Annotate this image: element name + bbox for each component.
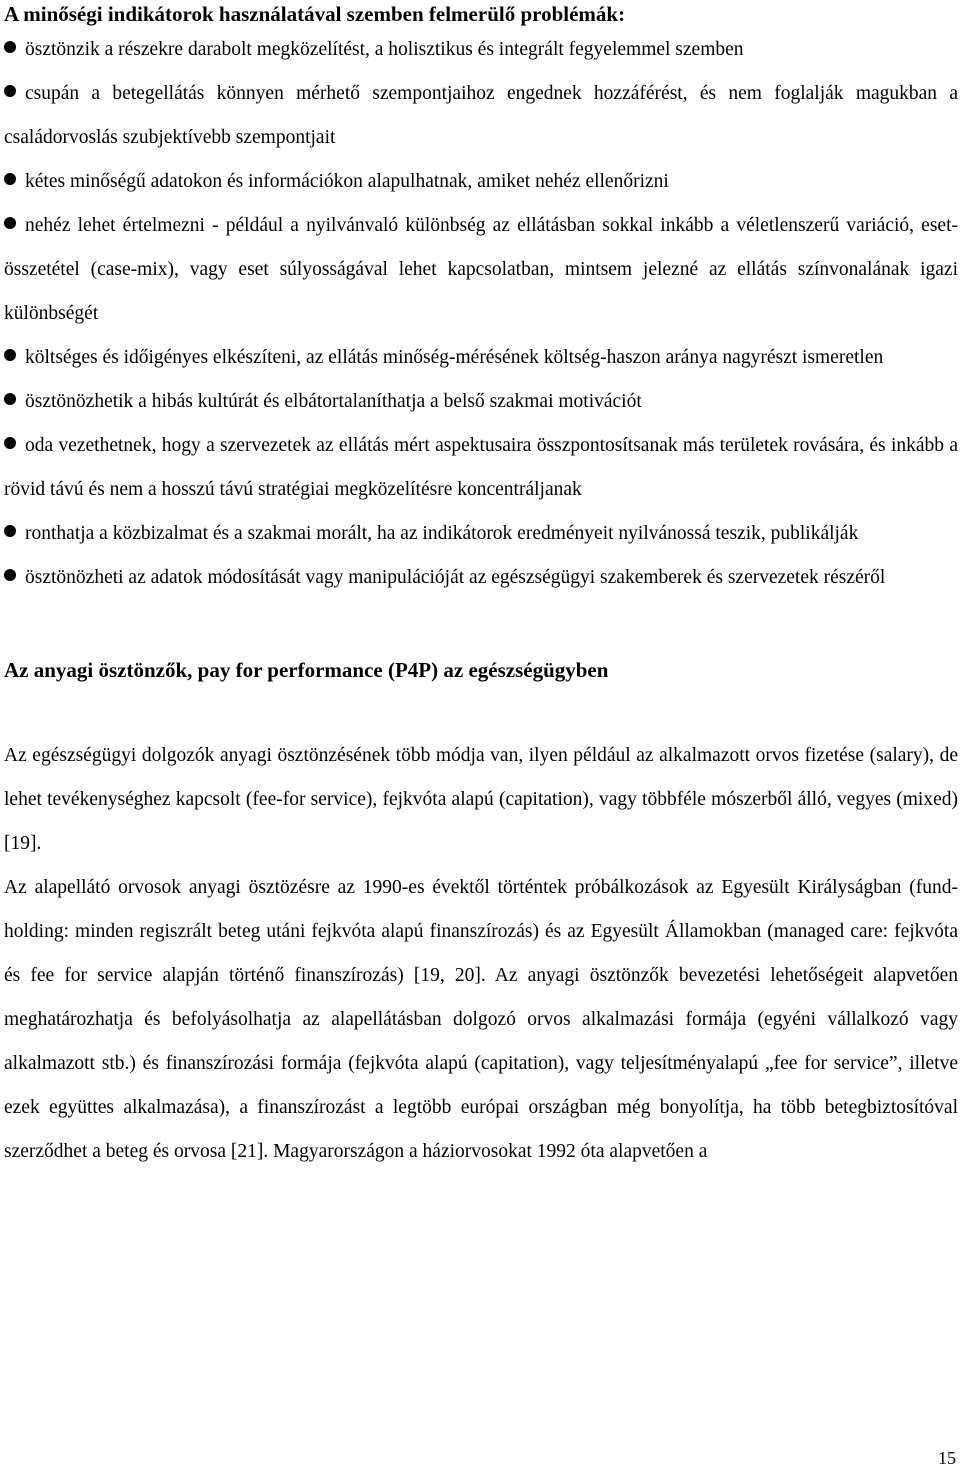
bullet-item [4, 512, 958, 556]
bullet-text: nehéz lehet értelmezni - például a nyilvánvaló különbség az ellátásban sokkal inkább a véletlenszerű variáció, eset-összetétel (case-mix), vagy eset súlyosságával lehet kapcsolatban, mintsem jelezné az ellátás színvonalának igazi különbségét [4, 215, 958, 324]
bullet-text: ronthatja a közbizalmat és a szakmai morált, ha az indikátorok eredményeit nyilvánossá teszik, publikálják [25, 523, 859, 544]
bullet-item [4, 160, 958, 204]
bullet-dot-icon [4, 569, 16, 581]
bullet-text: ösztönözheti az adatok módosítását vagy manipulációját az egészségügyi szakemberek és szervezetek részéről [25, 567, 886, 588]
section-title-quality-indicator-problems: A minőségi indikátorok használatával szemben felmerülő problémák: [4, 2, 626, 26]
bullet-dot-icon [4, 41, 16, 53]
bullet-dot-icon [4, 525, 16, 537]
bullet-text: oda vezethetnek, hogy a szervezetek az ellátás mért aspektusaira összpontosítsanak más területek rovására, és inkább a rövid távú és nem a hosszú távú stratégiai megközelítésre koncentráljanak [4, 435, 958, 500]
paragraph-payment-methods: Az egészségügyi dolgozók anyagi ösztönzésének több módja van, ilyen például az alkalmazott orvos fizetése (salary), de lehet tevékenységhez kapcsolt (fee-for service), fejkvóta alapú (capitation), vagy többféle mószerből álló, vegyes (mixed) [19]. [4, 745, 958, 854]
page-number: 15 [938, 1448, 956, 1468]
paragraph-primary-care-incentives: Az alapellátó orvosok anyagi ösztözésre az 1990-es évektől történtek próbálkozások az Egyesült Királyságban (fund-holding: minden regiszrált beteg utáni fejkvóta alapú finanszírozás) és az Egyesült Államokban (managed care: fejkvóta és fee for service alapján történő finanszírozás) [19, 20]. Az anyagi ösztönzők bevezetési lehetőségeit alapvetően meghatározhatja és befolyásolhatja az alapellátásban dolgozó orvos alkalmazási formája (egyéni vállalkozó vagy alkalmazott stb.) és finanszírozási formája (fejkvóta alapú (capitation), vagy teljesítményalapú „fee for service”, illetve ezek együttes alkalmazása), a finanszírozást a legtöbb európai országban még bonyolítja, ha több betegbiztosítóval szerződhet a beteg és orvosa [21]. Magyarországon a háziorvosokat 1992 óta alapvetően a [4, 877, 958, 1162]
bullet-dot-icon [4, 217, 16, 229]
bullet-dot-icon [4, 393, 16, 405]
problems-bullet-list [4, 28, 958, 600]
bullet-text: költséges és időigényes elkészíteni, az ellátás minőség-mérésének költség-haszon aránya nagyrészt ismeretlen [25, 347, 884, 368]
section-title-p4p: Az anyagi ösztönzők, pay for performance (P4P) az egészségügyben [4, 658, 609, 682]
bullet-text: csupán a betegellátás könnyen mérhető szempontjaihoz engednek hozzáférést, és nem foglalják magukban a családorvoslás szubjektívebb szempontjait [4, 83, 958, 148]
bullet-text: ösztönzik a részekre darabolt megközelítést, a holisztikus és integrált fegyelemmel szemben [25, 39, 744, 60]
bullet-dot-icon [4, 173, 16, 185]
bullet-item [4, 424, 958, 512]
bullet-item [4, 72, 958, 160]
bullet-text: kétes minőségű adatokon és információkon alapulhatnak, amiket nehéz ellenőrizni [25, 171, 669, 192]
bullet-item [4, 556, 958, 600]
bullet-item [4, 336, 958, 380]
bullet-dot-icon [4, 85, 16, 97]
bullet-dot-icon [4, 349, 16, 361]
bullet-item [4, 380, 958, 424]
bullet-dot-icon [4, 437, 16, 449]
document-page [4, 0, 958, 1174]
bullet-text: ösztönözhetik a hibás kultúrát és elbátortalaníthatja a belső szakmai motivációt [25, 391, 642, 412]
bullet-item [4, 28, 958, 72]
bullet-item [4, 204, 958, 336]
